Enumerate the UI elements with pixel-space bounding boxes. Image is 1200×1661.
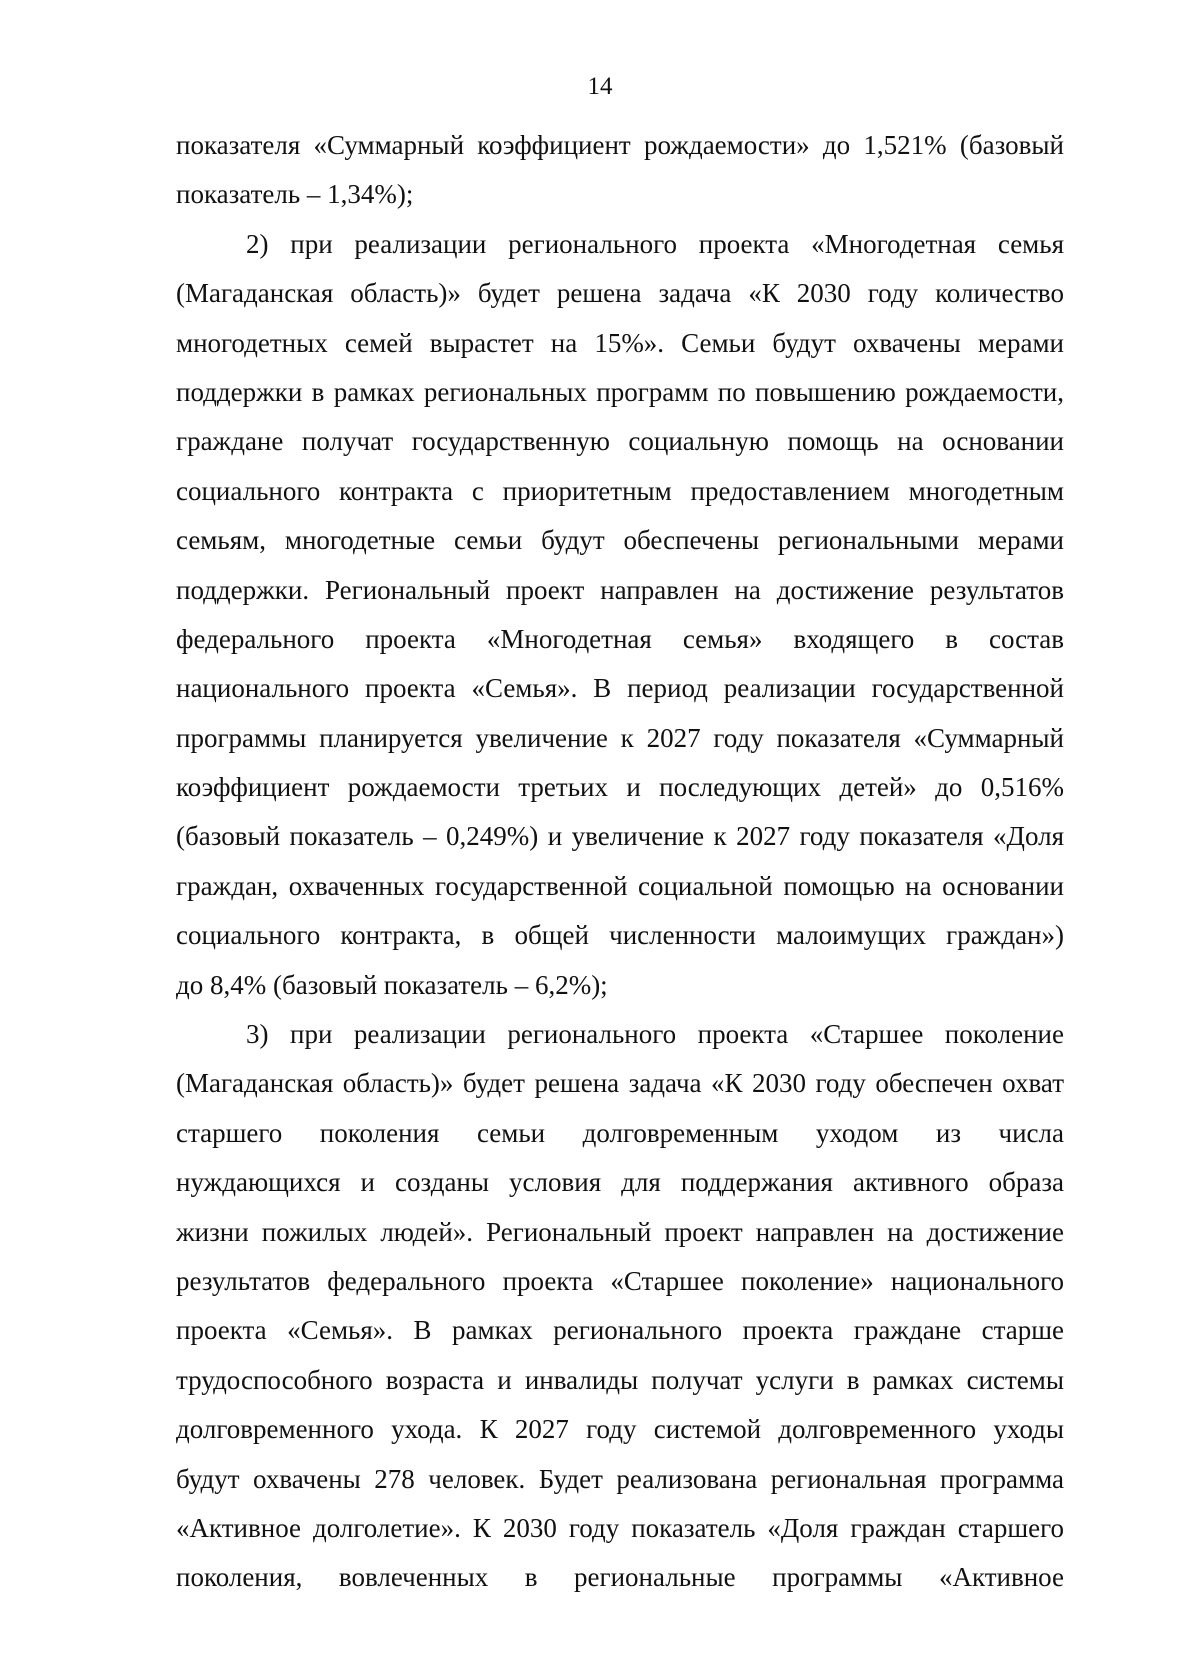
text-line: (Магаданская область)» будет решена задача «К 2030 году количество [176,278,1064,309]
text-line: семьям, многодетные семьи будут обеспечены региональными мерами [176,525,1064,556]
text-line: (Магаданская область)» будет решена задача «К 2030 году обеспечен охват [176,1068,1064,1099]
text-line: поддержки в рамках региональных программ по повышению рождаемости, [176,376,1064,407]
text-line: граждан, охваченных государственной социальной помощью на основании [176,870,1064,901]
text-line: социального контракта, в общей численности малоимущих граждан») [176,920,1064,951]
text-line: нуждающихся и созданы условия для поддержания активного образа [176,1167,1064,1198]
text-line: программы планируется увеличение к 2027 году показателя «Суммарный [176,722,1064,753]
text-line: федерального проекта «Многодетная семья» входящего в состав [176,623,1064,654]
text-line: поддержки. Региональный проект направлен на достижение результатов [176,574,1064,605]
text-line: долговременного ухода. К 2027 году системой долговременного уходы [176,1414,1064,1445]
text-line: показатель – 1,34%); [176,179,414,210]
text-line: социального контракта с приоритетным предоставлением многодетным [176,475,1064,506]
text-line: 2) при реализации регионального проекта «Многодетная семья [246,228,1064,259]
body-text [176,121,1064,1603]
text-line: 3) при реализации регионального проекта «Старшее поколение [246,1019,1064,1050]
text-line: показателя «Суммарный коэффициент рождаемости» до 1,521% (базовый [176,130,1064,160]
text-line: «Активное долголетие». К 2030 году показатель «Доля граждан старшего [176,1512,1064,1543]
text-line: трудоспособного возраста и инвалиды получат услуги в рамках системы [176,1364,1064,1395]
text-line: национального проекта «Семья». В период реализации государственной [176,673,1064,704]
text-line: проекта «Семья». В рамках регионального проекта граждане старше [176,1315,1064,1346]
text-line: коэффициент рождаемости третьих и последующих детей» до 0,516% [176,772,1064,803]
text-line: поколения, вовлеченных в региональные программы «Активное [176,1562,1064,1593]
text-line: до 8,4% (базовый показатель – 6,2%); [176,969,608,1000]
text-line: (базовый показатель – 0,249%) и увеличение к 2027 году показателя «Доля [176,821,1064,852]
text-line: жизни пожилых людей». Региональный проект направлен на достижение [176,1216,1064,1247]
text-line: будут охвачены 278 человек. Будет реализована региональная программа [176,1463,1064,1494]
text-line: многодетных семей вырастет на 15%». Семьи будут охвачены мерами [176,327,1064,358]
text-line: граждане получат государственную социальную помощь на основании [176,426,1064,457]
text-line: результатов федерального проекта «Старшее поколение» национального [176,1265,1064,1296]
page-number: 14 [587,73,613,100]
text-line: старшего поколения семьи долговременным уходом из числа [176,1117,1064,1148]
